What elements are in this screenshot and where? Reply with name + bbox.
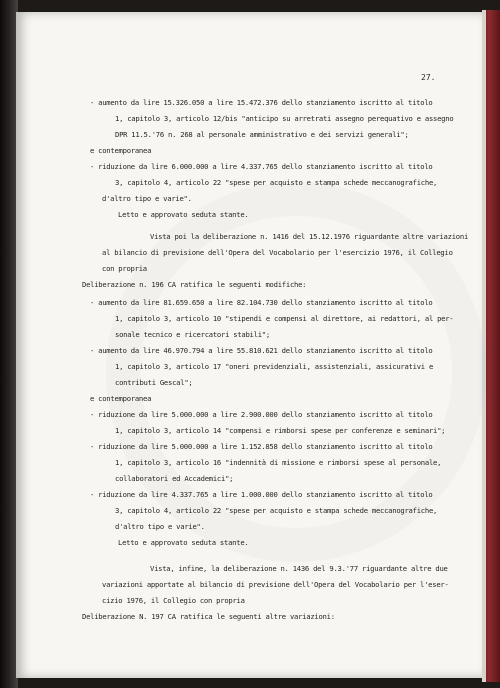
text-line: collaboratori ed Accademici"; xyxy=(115,474,234,483)
text-line: 3, capitolo 4, articolo 22 "spese per acquisto e stampa schede meccanografiche, xyxy=(115,178,438,187)
text-line: 1, capitolo 3, articolo 12/bis "anticipo su arretrati assegno perequativo e assegno xyxy=(115,114,454,123)
text-line: - riduzione da lire 4.337.765 a lire 1.000.000 dello stanziamento iscritto al titolo xyxy=(90,490,433,499)
text-line: d'altro tipo e varie". xyxy=(115,522,205,531)
document-page xyxy=(16,12,482,678)
text-line: Vista, infine, la deliberazione n. 1436 del 9.3.'77 riguardante altre due xyxy=(150,564,448,573)
text-line: Deliberazione N. 197 CA ratifica le seguenti altre variazioni: xyxy=(82,612,335,621)
text-line: - aumento da lire 81.659.650 a lire 82.104.730 dello stanziamento iscritto al titolo xyxy=(90,298,433,307)
text-line: 1, capitolo 3, articolo 16 "indennità di missione e rimborsi spese al personale, xyxy=(115,458,442,467)
book-edge xyxy=(482,10,500,682)
text-line: con propria xyxy=(102,264,147,273)
text-line: Letto e approvato seduta stante. xyxy=(118,538,249,547)
text-line: e contemporanea xyxy=(90,146,152,155)
text-line: al bilancio di previsione dell'Opera del Vocabolario per l'esercizio 1976, il Collegio xyxy=(102,248,453,257)
text-line: e contemporanea xyxy=(90,394,152,403)
text-line: Deliberazione n. 196 CA ratifica le seguenti modifiche: xyxy=(82,280,307,289)
text-line: 1, capitolo 3, articolo 17 "oneri previdenziali, assistenziali, assicurativi e xyxy=(115,362,434,371)
text-line: 1, capitolo 3, articolo 14 "compensi e rimborsi spese per conferenze e seminari"; xyxy=(115,426,446,435)
text-line: sonale tecnico e ricercatori stabili"; xyxy=(115,330,270,339)
text-line: Letto e approvato seduta stante. xyxy=(118,210,249,219)
text-line: d'altro tipo e varie". xyxy=(102,194,192,203)
text-line: Vista poi la deliberazione n. 1416 del 15.12.1976 riguardante altre variazioni xyxy=(150,232,469,241)
text-line: 1, capitolo 3, articolo 10 "stipendi e compensi al direttore, ai redattori, al per- xyxy=(115,314,454,323)
text-line: - aumento da lire 46.970.794 a lire 55.810.621 dello stanziamento iscritto al titolo xyxy=(90,346,433,355)
text-line: - riduzione da lire 5.000.000 a lire 1.152.858 dello stanziamento iscritto al titolo xyxy=(90,442,433,451)
text-line: contributi Gescal"; xyxy=(115,378,193,387)
text-line: 3, capitolo 4, articolo 22 "spese per acquisto e stampa schede meccanografiche, xyxy=(115,506,438,515)
page-number: 27. xyxy=(421,73,436,82)
text-line: - aumento da lire 15.326.050 a lire 15.472.376 dello stanziamento iscritto al titolo xyxy=(90,98,433,107)
text-line: - riduzione da lire 6.000.000 a lire 4.337.765 dello stanziamento iscritto al titolo xyxy=(90,162,433,171)
text-line: cizio 1976, il Collegio con propria xyxy=(102,596,245,605)
text-line: variazioni apportate al bilancio di previsione dell'Opera del Vocabolario per l'eser- xyxy=(102,580,449,589)
text-line: DPR 11.5.'76 n. 268 al personale amministrativo e dei servizi generali"; xyxy=(115,130,409,139)
text-line: - riduzione da lire 5.000.000 a lire 2.900.000 dello stanziamento iscritto al titolo xyxy=(90,410,433,419)
